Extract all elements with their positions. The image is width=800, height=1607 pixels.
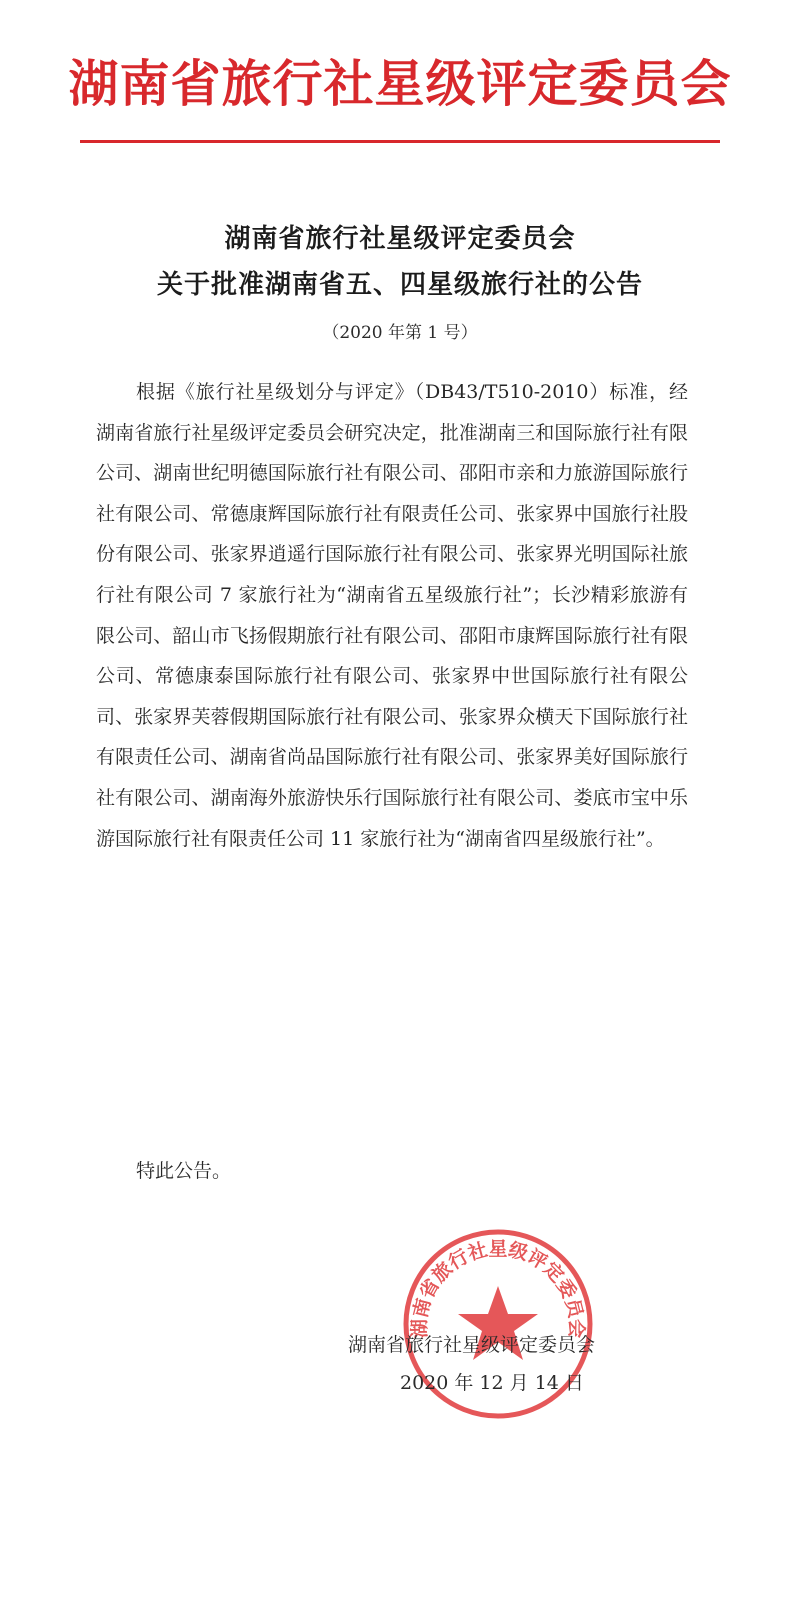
svg-text:湖南省旅行社星级评定委员会: 湖南省旅行社星级评定委员会 [408,1238,588,1339]
signature-organization: 湖南省旅行社星级评定委员会 [348,1334,596,1356]
signature-date: 2020 年 12 月 14 日 [400,1372,584,1394]
letterhead: 湖南省旅行社星级评定委员会 [68,55,732,113]
closing-remark: 特此公告。 [136,1160,232,1182]
body-paragraph: 根据《旅行社星级划分与评定》（DB43/T510-2010）标准，经湖南省旅行社星级评定委员会研究决定，批准湖南三和国际旅行社有限公司、湖南世纪明德国际旅行社有限公司、邵阳市亲和力旅游国际旅行社有限公司、常德康辉国际旅行社有限责任公司、张家界中国旅行社股份有限公司、张家界逍遥行国际旅行社有限公司、张家界光明国际社旅行社有限公司 7 家旅行社为“湖南省五星级旅行社”；长沙精彩旅游有限公司、韶山市飞扬假期旅行社有限公司、邵阳市康辉国际旅行社有限公司、常德康泰国际旅行社有限公司、张家界中世国际旅行社有限公司、张家界芙蓉假期国际旅行社有限公司、张家界众横天下国际旅行社有限责任公司、湖南省尚品国际旅行社有限公司、张家界美好国际旅行社有限公司、湖南海外旅游快乐行国际旅行社有限公司、娄底市宝中乐游国际旅行社有限责任公司 11 家旅行社为“湖南省四星级旅行社”。 [96,381,688,850]
document-number: （2020 年第 1 号） [322,323,478,343]
title-line-2: 关于批准湖南省五、四星级旅行社的公告 [156,270,643,300]
letterhead-rule [80,140,720,143]
title-line-1: 湖南省旅行社星级评定委员会 [224,224,576,254]
